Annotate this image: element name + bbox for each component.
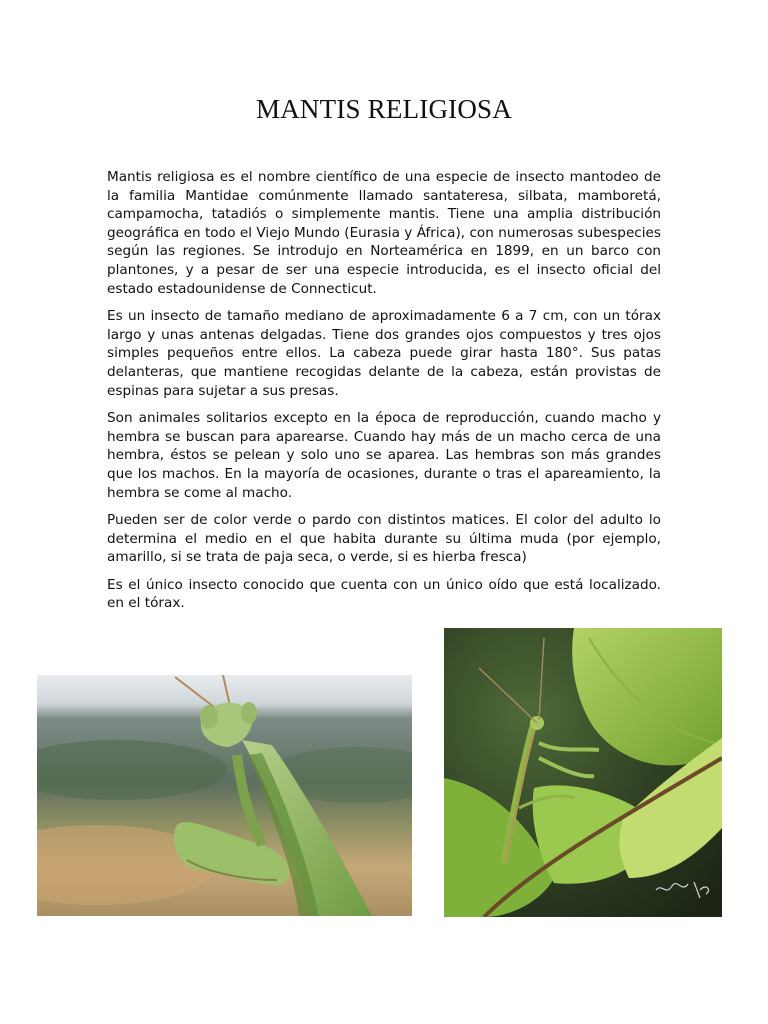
paragraph-description: Es un insecto de tamaño mediano de aproximadamente 6 a 7 cm, con un tórax largo y unas antenas delgadas. Tiene dos grandes ojos compuestos y tres ojos simples pequeños entre ellos. La cabeza puede girar hasta 180°. Sus patas delanteras, que mantiene recogidas delante de la cabeza, están provistas de espinas para sujetar a sus presas. bbox=[107, 308, 661, 399]
mantis-closeup-photo bbox=[37, 675, 412, 916]
paragraph-hearing: Es el único insecto conocido que cuenta con un único oído que está localizado. en el tórax. bbox=[107, 576, 661, 612]
paragraph-behavior: Son animales solitarios excepto en la época de reproducción, cuando macho y hembra se buscan para aparearse. Cuando hay más de un macho cerca de una hembra, éstos se pelean y solo uno se aparea. Las hembras son más grandes que los machos. En la mayoría de ocasiones, durante o tras el apareamiento, la hembra se come al macho. bbox=[107, 410, 661, 501]
page-title: MANTIS RELIGIOSA bbox=[256, 94, 512, 124]
paragraph-intro: Mantis religiosa es el nombre científico de una especie de insecto mantodeo de la familia Mantidae comúnmente llamado santateresa, silbata, mamboretá, campamocha, tatadiós o simplemente mantis. Tiene una amplia distribución geográfica en todo el Viejo Mundo (Eurasia y África), con numerosas subespecies según las regiones. Se introdujo en Norteamérica en 1899, en un barco con plantones, y a pesar de ser una especie introducida, es el insecto oficial del estado estadounidense de Connecticut. bbox=[107, 169, 661, 297]
paragraph-color: Pueden ser de color verde o pardo con distintos matices. El color del adulto lo determina el medio en el que habita durante su última muda (por ejemplo, amarillo, si se trata de paja seca, o verde, si es hierba fresca) bbox=[107, 512, 661, 566]
mantis-on-leaves-photo bbox=[444, 628, 722, 917]
article-body bbox=[107, 168, 661, 622]
